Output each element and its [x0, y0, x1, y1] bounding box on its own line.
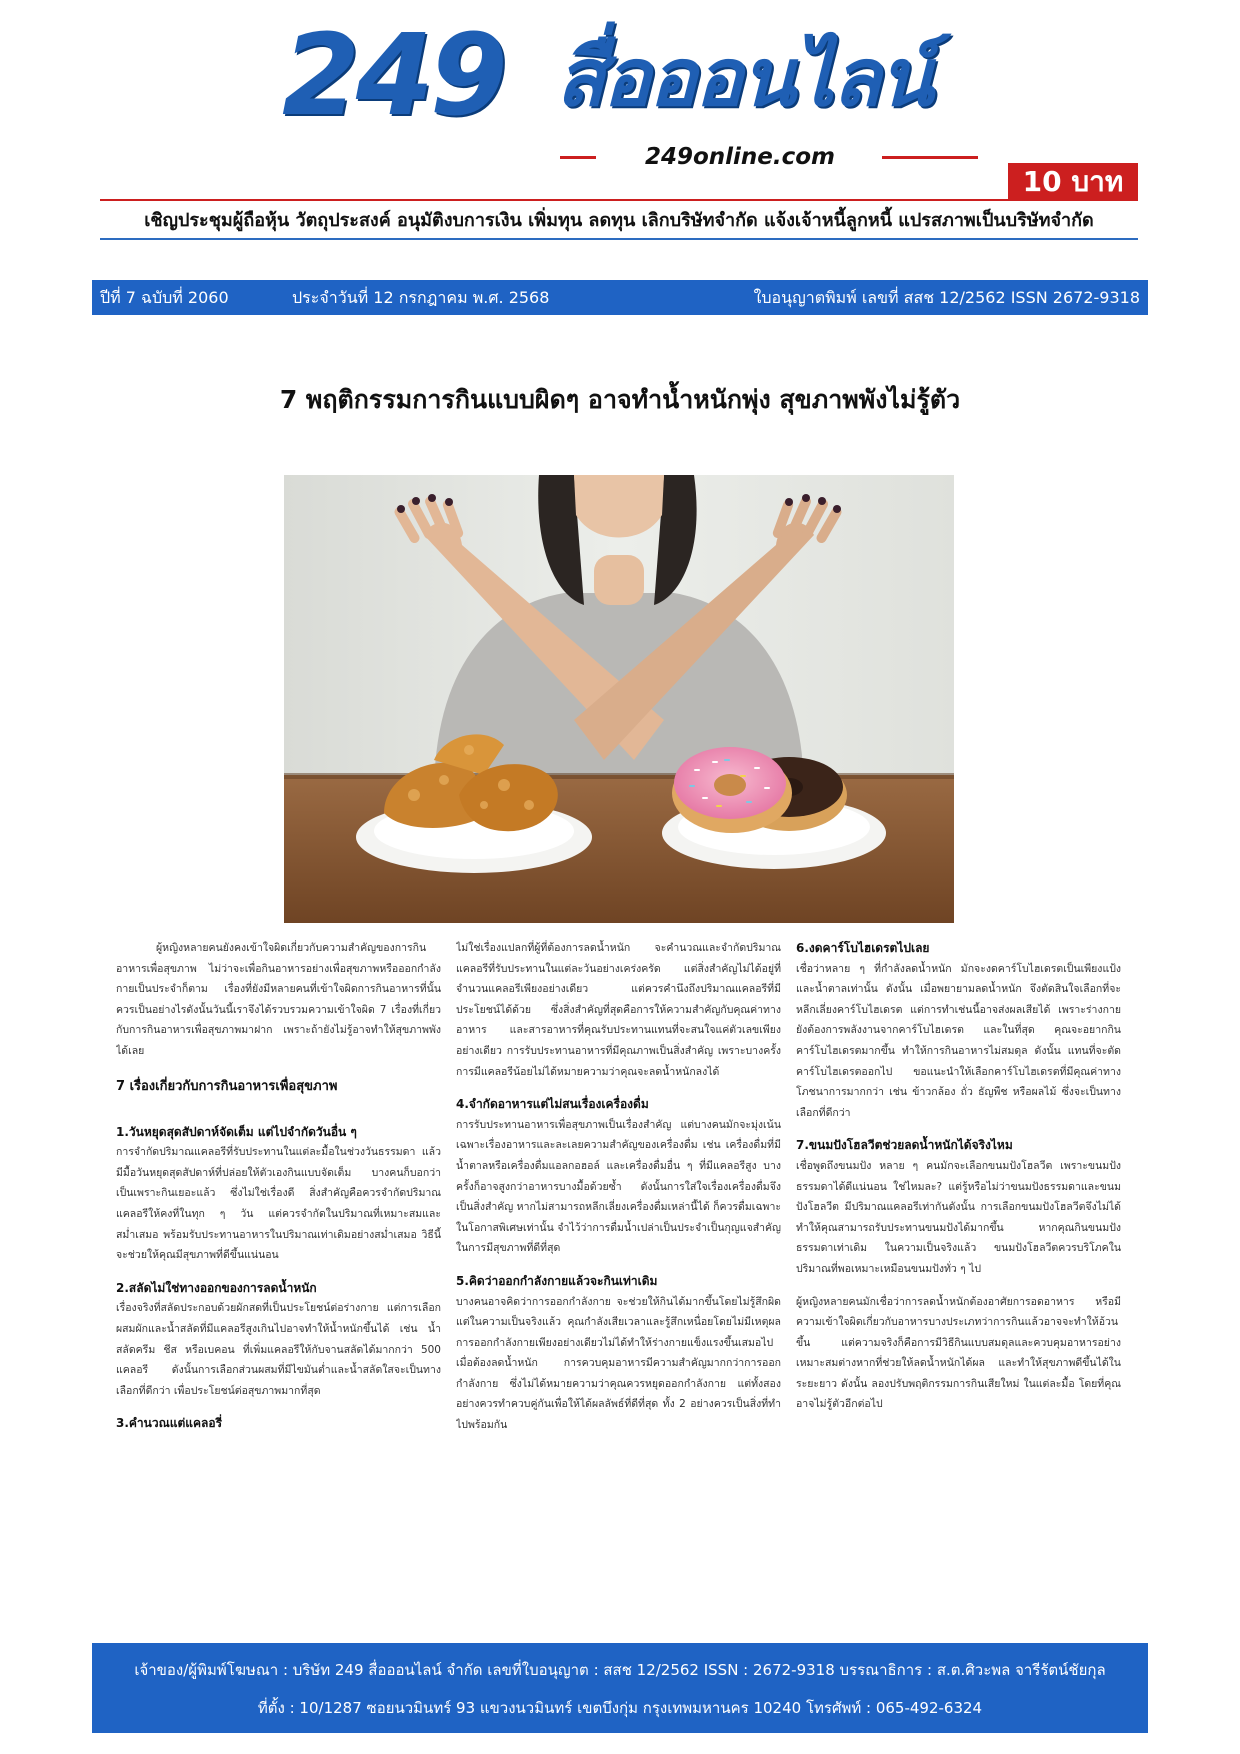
paragraph-6: เชื่อว่าหลาย ๆ ที่กำลังลดน้ำหนัก มักจะงดคาร์โบไฮเดรตเป็นเพียงแป้ง และน้ำตาลเท่านั้น ดังนั้น เมื่อพยายามลดน้ำหนัก จึงตัดสินใจเลือกที่จะหลีกเลี่ยงคาร์โบไฮเดรต แต่การทำเช่นนี้อาจส่งผลเสียได้ เพราะร่างกายยังต้องการพลังงานจากคาร์โบไฮเดรต และในที่สุด คุณจะอยากกินคาร์โบไฮเดรตมากขึ้น ทำให้การกินอาหารไม่สมดุล ดังนั้น แทนที่จะตัดคาร์โบไฮเดรตออกไป ขอแนะนำให้เลือกคาร์โบไฮเดรตที่มีคุณค่าทางโภชนาการมากกว่า เช่น ข้าวกล้อง ถั่ว ธัญพืช หรือผลไม้ ซึ่งจะเป็นทางเลือกที่ดีกว่า	[796, 962, 1121, 1119]
section-title: 7 เรื่องเกี่ยวกับการกินอาหารเพื่อสุขภาพ	[116, 1078, 338, 1094]
paragraph-4: การรับประทานอาหารเพื่อสุขภาพเป็นเรื่องสำคัญ แต่บางคนมักจะมุ่งเน้นเฉพาะเรื่องอาหารและละเลยความสำคัญของเครื่องดื่ม เช่น เครื่องดื่มที่มีน้ำตาลหรือเครื่องดื่มแอลกอฮอล์ และเครื่องดื่มอื่น ๆ ที่มีแคลอรีสูง บางครั้งก็อาจสูงกว่าอาหารบางมื้อด้วยซ้ำ ดังนั้นการใส่ใจเรื่องเครื่องดื่มจึงเป็นสิ่งสำคัญ หากไม่สามารถหลีกเลี่ยงเครื่องดื่มเหล่านี้ได้ ก็ควรดื่มเฉพาะในโอกาสพิเศษเท่านั้น จำไว้ว่าการดื่มน้ำเปล่าเป็นประจำเป็นกุญแจสำคัญในการมีสุขภาพที่ดีที่สุด	[456, 1118, 781, 1255]
footer-address-line: ที่ตั้ง : 10/1287 ซอยนวมินทร์ 93 แขวงนวมินทร์ เขตบึงกุ่ม กรุงเทพมหานคร 10240 โทรศัพท์ : 065-492-6324	[257, 1699, 983, 1717]
masthead-thai-logo: สื่อออนไลน์	[556, 31, 932, 124]
publisher-footer	[92, 1643, 1148, 1733]
article-column-1	[116, 938, 441, 1598]
article-photo	[284, 475, 954, 923]
article-column-2	[456, 938, 781, 1598]
masthead-blue-rule	[100, 238, 1138, 240]
paragraph-5: บางคนอาจคิดว่าการออกกำลังกาย จะช่วยให้กินได้มากขึ้นโดยไม่รู้สึกผิด แต่ในความเป็นจริงแล้ว คุณกำลังเสียเวลาและรู้สึกเหนื่อยโดยไม่มีเหตุผล การออกกำลังกายเพียงอย่างเดียวไม่ได้ทำให้ร่างกายแข็งแรงขึ้นเสมอไป เมื่อต้องลดน้ำหนัก การควบคุมอาหารมีความสำคัญมากกว่าการออกกำลังกาย ซึ่งไม่ได้หมายความว่าคุณควรหยุดออกกำลังกาย แต่ทั้งสองอย่างควรทำควบคู่กันเพื่อให้ได้ผลลัพธ์ที่ดีที่สุด ทั้ง 2 อย่างควรเป็นสิ่งที่ทำไปพร้อมกัน	[456, 1295, 781, 1432]
issue-date: ประจำวันที่ 12 กรกฎาคม พ.ศ. 2568	[292, 288, 550, 307]
masthead-url-divider-right	[882, 156, 978, 159]
paragraph-2: เรื่องจริงที่สลัดประกอบด้วยผักสดที่เป็นประโยชน์ต่อร่างกาย แต่การเลือกผสมผักและน้ำสลัดที่มีแคลอรีสูงเกินไปอาจทำให้น้ำหนักขึ้นได้ เช่น น้ำสลัดครีม ชีส หรือเบคอน ที่เพิ่มแคลอรีให้กับจานสลัดได้มากกว่า 500 แคลอรี ดังนั้นการเลือกส่วนผสมที่มีไขมันต่ำและน้ำสลัดใสจะเป็นทางเลือกที่ดีกว่า เพื่อประโยชน์ต่อสุขภาพมากที่สุด	[116, 1302, 441, 1397]
subheading-3: 3.คำนวณแต่แคลอรี่	[116, 1416, 223, 1431]
paragraph-7: เชื่อพูดถึงขนมปัง หลาย ๆ คนมักจะเลือกขนมปังโฮลวีต เพราะขนมปังธรรมดาได้ดีแน่นอน ใช่ไหมละ? แต่รู้หรือไม่ว่าขนมปังธรรมดาและขนมปังโฮลวีต มีปริมาณแคลอรีเท่ากันดังนั้น การเลือกขนมปังโฮลวีตจึงไม่ได้ทำให้คุณสามารถรับประทานขนมปังได้มากขึ้น หากคุณกินขนมปังธรรมดาเท่าเดิม ในความเป็นจริงแล้ว ขนมปังโฮลวีตควรบริโภคในปริมาณที่พอเหมาะเหมือนขนมปังทั่ว ๆ ไป	[796, 1159, 1121, 1275]
article-intro: ผู้หญิงหลายคนยังคงเข้าใจผิดเกี่ยวกับความสำคัญของการกินอาหารเพื่อสุขภาพ ไม่ว่าจะเพื่อกินอาหารอย่างเพื่อสุขภาพหรือออกกำลังกายเป็นประจำก็ตาม เรื่องที่ยังมีหลายคนที่เข้าใจผิดการกินอาหารที่นั้นควรเป็นอย่างไรดังนั้นวันนี้เราจึงได้รวบรวมความเข้าใจผิด 7 เรื่องที่เกี่ยวกับการกินอาหารเพื่อสุขภาพมาฝาก เพราะถ้ายังไม่รู้อาจทำให้สุขภาพพังได้เลย	[116, 942, 441, 1057]
paragraph-1: การจำกัดปริมาณแคลอรีที่รับประทานในแต่ละมื้อในช่วงวันธรรมดา แล้วมีมื้อวันหยุดสุดสัปดาห์ที่ปล่อยให้ตัวเองกินแบบจัดเต็ม บางคนก็บอกว่าเป็นเพราะกินเยอะแล้ว ซึ่งไม่ใช่เรื่องดี สิ่งสำคัญคือควรจำกัดปริมาณแคลอรีให้คงที่ในทุก ๆ วัน แต่ควรจำกัดในปริมาณที่เหมาะสมและสม่ำเสมอ พร้อมรับประทานอาหารในปริมาณเท่าเดิมอย่างสม่ำเสมอ วิธีนี้จะช่วยให้คุณมีสุขภาพที่ดีขึ้นแน่นอน	[116, 1146, 441, 1262]
subheading-1: 1.วันหยุดสุดสัปดาห์จัดเต็ม แต่ไปจำกัดวันอื่น ๆ	[116, 1124, 357, 1139]
masthead-url-divider-left	[560, 156, 596, 159]
subheading-7: 7.ขนมปังโฮลวีตช่วยลดน้ำหนักได้จริงไหม	[796, 1138, 1013, 1153]
subheading-2: 2.สลัดไม่ใช่ทางออกของการลดน้ำหนัก	[116, 1280, 317, 1295]
masthead-red-rule	[100, 199, 1138, 201]
subheading-5: 5.คิดว่าออกกำลังกายแล้วจะกินเท่าเดิม	[456, 1273, 658, 1288]
masthead-number-logo: 249	[282, 11, 504, 141]
subheading-4: 4.จำกัดอาหารแต่ไม่สนเรื่องเครื่องดื่ม	[456, 1097, 649, 1112]
paragraph-3: ไม่ใช่เรื่องแปลกที่ผู้ที่ต้องการลดน้ำหนัก จะคำนวณและจำกัดปริมาณแคลอรีที่รับประทานในแต่ละวันอย่างเคร่งครัด แต่สิ่งสำคัญไม่ได้อยู่ที่จำนวนแคลอรีเพียงอย่างเดียว แต่ควรคำนึงถึงปริมาณแคลอรีที่มีประโยชน์ได้ด้วย ซึ่งสิ่งสำคัญที่สุดคือการให้ความสำคัญกับคุณค่าทางอาหาร และสารอาหารที่คุณรับประทานแทนที่จะสนใจแค่ตัวเลขเพียงอย่างเดียว การรับประทานอาหารที่มีคุณภาพเป็นสิ่งสำคัญ เพราะบางครั้งการมีแคลอรีน้อยไม่ได้หมายความว่าคุณจะลดน้ำหนักลงได้	[456, 942, 781, 1078]
article-headline: 7 พฤติกรรมการกินแบบผิดๆ อาจทำน้ำหนักพุ่ง สุขภาพพังไม่รู้ตัว	[279, 385, 961, 414]
article-column-3	[796, 938, 1121, 1598]
conclusion-paragraph: ผู้หญิงหลายคนมักเชื่อว่าการลดน้ำหนักต้องอาศัยการอดอาหาร หรือมีความเข้าใจผิดเกี่ยวกับอาหารบางประเภทว่าการกินแล้วอาจจะทำให้อ้วนขึ้น แต่ความจริงก็คือการมีวิธีกินแบบสมดุลและควบคุมอาหารอย่างเหมาะสมต่างหากที่ช่วยให้ลดน้ำหนักได้ผล และทำให้สุขภาพดีขึ้นได้ในระยะยาว ดังนั้น ลองปรับพฤติกรรมการกินเสียใหม่ ในแต่ละมื้อ โดยที่คุณอาจไม่รู้ตัวอีกต่อไป	[796, 1295, 1121, 1411]
footer-owner-line: เจ้าของ/ผู้พิมพ์โฆษณา : บริษัท 249 สื่อออนไลน์ จำกัด เลขที่ใบอนุญาต : สสช 12/2562 ISSN : 2672-9318 บรรณาธิการ : ส.ต.ศิวะพล จารีรัตน์ชัยกุล	[134, 1661, 1106, 1679]
issue-license: ใบอนุญาตพิมพ์ เลขที่ สสช 12/2562 ISSN 2672-9318	[753, 288, 1140, 307]
masthead-tagline: เชิญประชุมผู้ถือหุ้น วัตถุประสงค์ อนุมัติงบการเงิน เพิ่มทุน ลดทุน เลิกบริษัทจำกัด แจ้งเจ้าหนี้ลูกหนี้ แปรสภาพเป็นบริษัทจำกัด	[144, 210, 1094, 231]
subheading-6: 6.งดคาร์โบไฮเดรตไปเลย	[796, 941, 930, 955]
masthead-url: 249online.com	[644, 144, 836, 170]
price-badge: 10 บาท	[1008, 163, 1138, 201]
issue-number: ปีที่ 7 ฉบับที่ 2060	[100, 288, 229, 307]
issue-info-bar	[92, 280, 1148, 315]
